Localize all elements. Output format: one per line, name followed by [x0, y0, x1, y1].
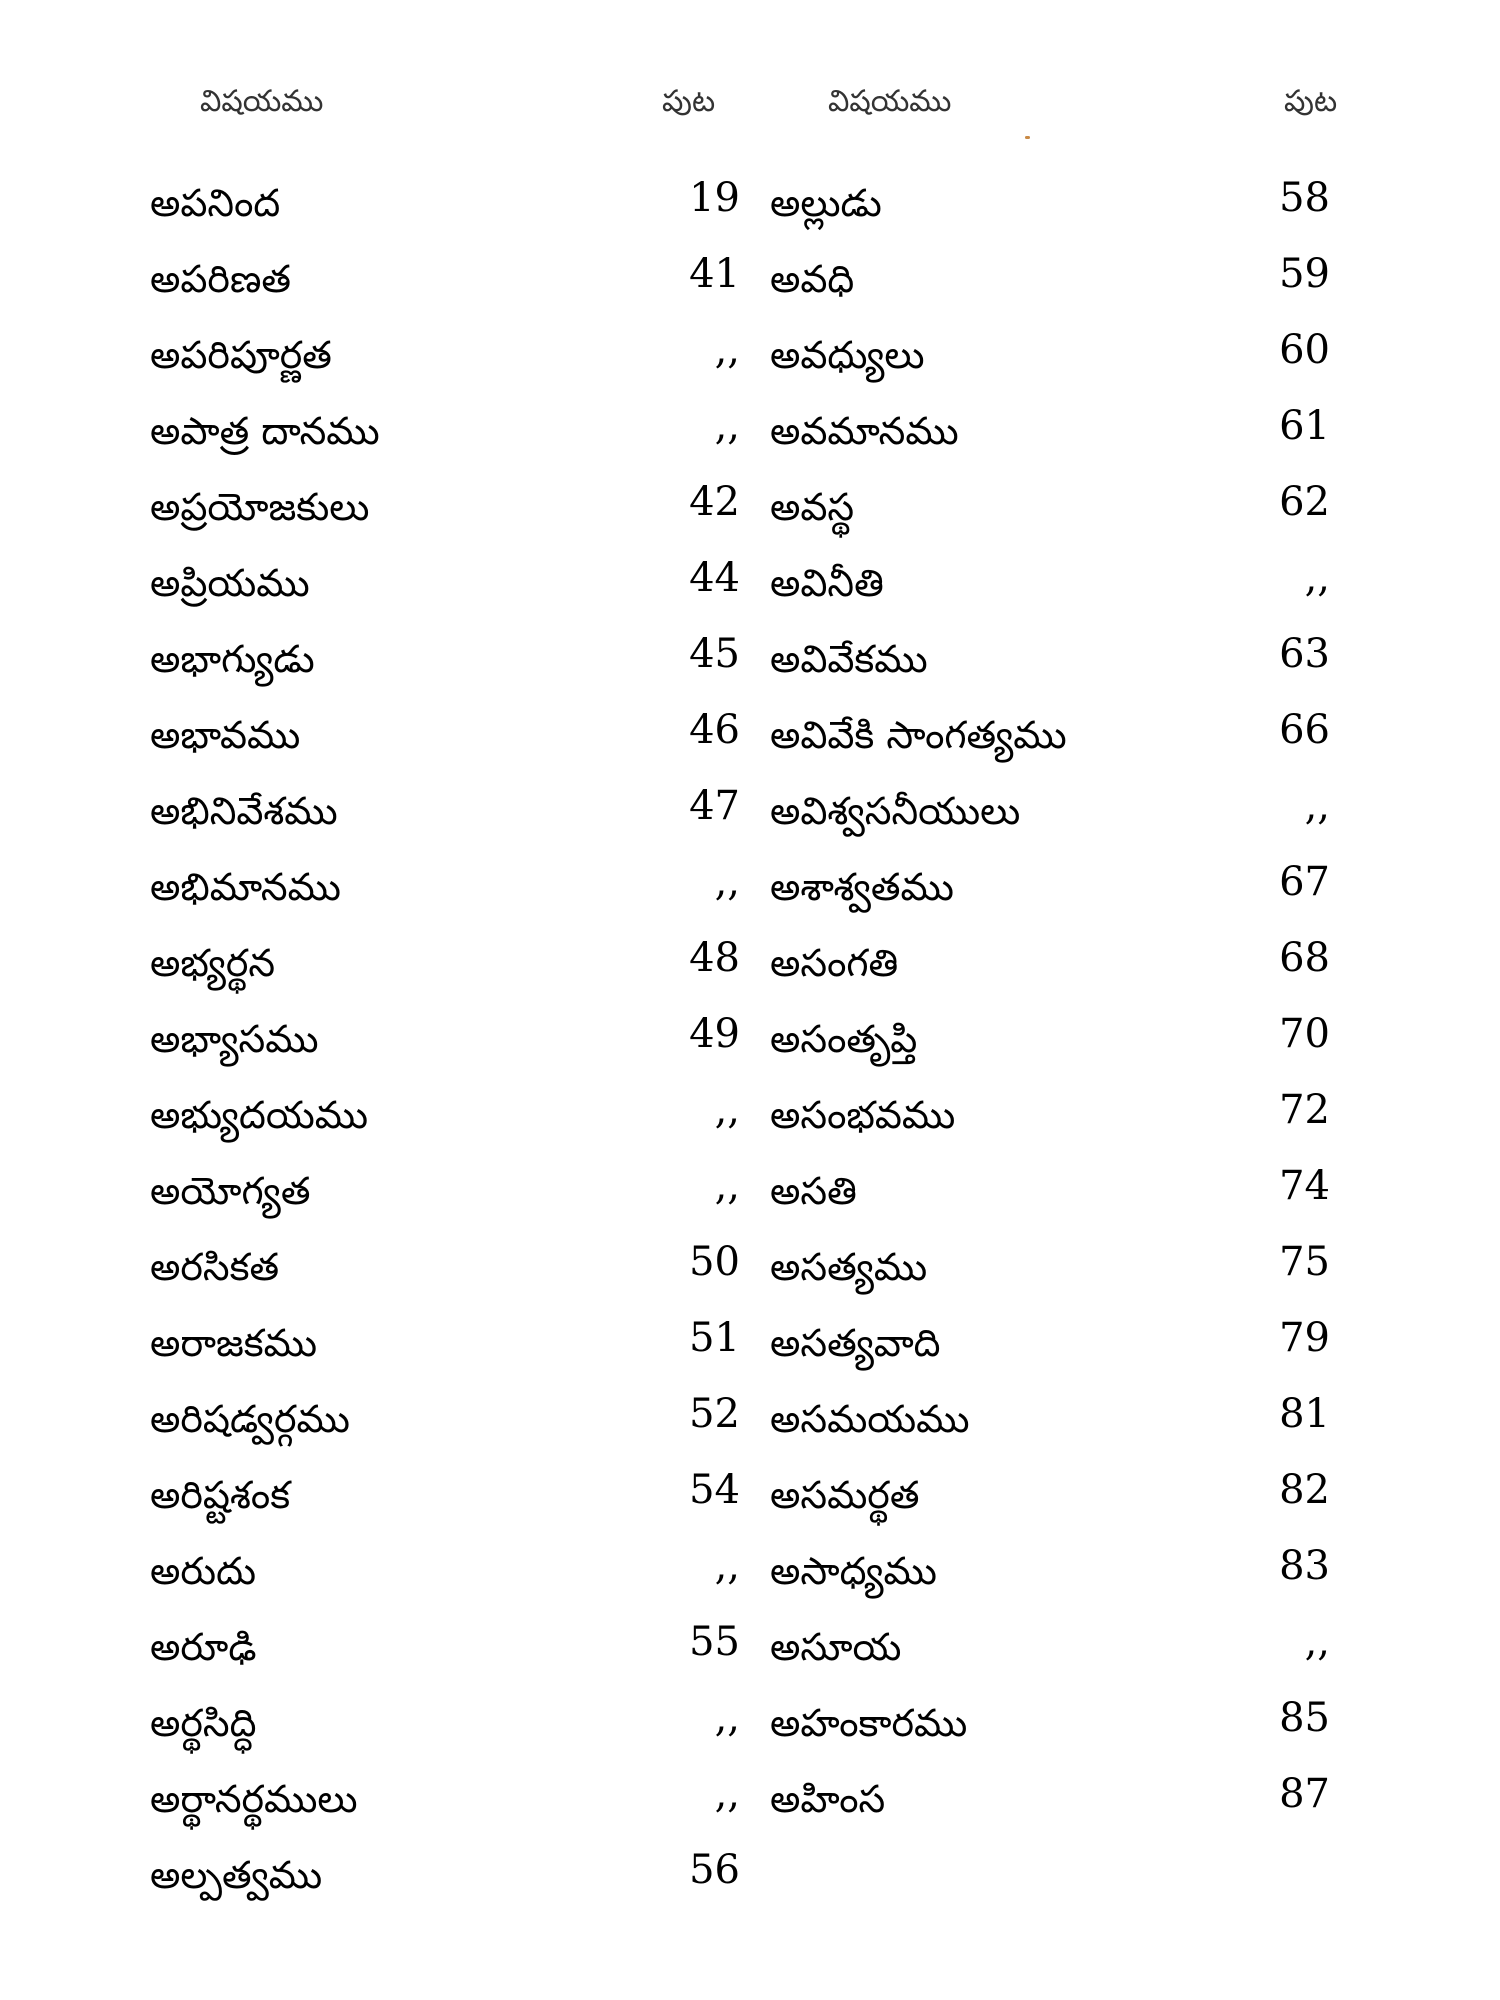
- index-entry: [150, 1467, 760, 1543]
- entry-page-number: 52: [689, 1391, 740, 1437]
- entry-page-number: 55: [689, 1619, 740, 1665]
- index-entry: [770, 1163, 1350, 1239]
- index-entry: [770, 479, 1350, 555]
- entry-title: అభ్యుదయము: [150, 1093, 369, 1137]
- entry-title: అల్లుడు: [770, 181, 882, 225]
- entry-page-number: 41: [689, 251, 740, 297]
- entry-title: అవిశ్వసనీయులు: [770, 789, 1021, 833]
- entry-page-number: 47: [689, 783, 740, 829]
- index-entry: [770, 175, 1350, 251]
- index-entry: [150, 479, 760, 555]
- index-entry: [150, 859, 760, 935]
- entry-page-number: 68: [1279, 935, 1330, 981]
- index-entry: [770, 707, 1350, 783]
- entry-page-number: 50: [689, 1239, 740, 1285]
- entry-page-number: ,,: [714, 1695, 740, 1741]
- index-entry: [770, 1315, 1350, 1391]
- index-entry: [770, 1543, 1350, 1619]
- entry-title: అసంభవము: [770, 1093, 956, 1137]
- entry-title: అపరిణత: [150, 257, 291, 301]
- entry-page-number: ,,: [714, 859, 740, 905]
- entry-title: అవమానము: [770, 409, 959, 453]
- entry-page-number: 59: [1279, 251, 1330, 297]
- entry-title: అవినీతి: [770, 561, 884, 605]
- index-entry: [150, 175, 760, 251]
- index-entry: [150, 1087, 760, 1163]
- index-entry: [770, 935, 1350, 1011]
- entry-title: అపరిపూర్ణత: [150, 333, 332, 377]
- entry-page-number: ,,: [714, 327, 740, 373]
- entry-page-number: ,,: [1304, 555, 1330, 601]
- entry-title: అసాధ్యము: [770, 1549, 937, 1593]
- index-entry: [770, 1391, 1350, 1467]
- index-entry: [770, 783, 1350, 859]
- index-entry: [770, 631, 1350, 707]
- index-entry: [150, 783, 760, 859]
- index-entry: [150, 251, 760, 327]
- index-entry: [150, 1847, 760, 1923]
- entry-title: అసమయము: [770, 1397, 970, 1441]
- index-entry: [150, 1543, 760, 1619]
- index-entry: [150, 1011, 760, 1087]
- entry-page-number: 60: [1279, 327, 1330, 373]
- paper-speck: [1025, 136, 1030, 139]
- entry-page-number: 54: [689, 1467, 740, 1513]
- entry-title: అరుదు: [150, 1549, 257, 1593]
- entry-title: అవస్థ: [770, 485, 855, 529]
- entry-page-number: 82: [1279, 1467, 1330, 1513]
- index-entry: [150, 1619, 760, 1695]
- entry-page-number: ,,: [714, 1163, 740, 1209]
- entry-page-number: 79: [1279, 1315, 1330, 1361]
- entry-page-number: 42: [689, 479, 740, 525]
- entry-page-number: 66: [1279, 707, 1330, 753]
- index-entry: [770, 403, 1350, 479]
- entry-title: అభ్యాసము: [150, 1017, 319, 1061]
- entry-page-number: 81: [1279, 1391, 1330, 1437]
- entry-page-number: 63: [1279, 631, 1330, 677]
- index-entry: [150, 1239, 760, 1315]
- entry-page-number: ,,: [714, 1771, 740, 1817]
- index-entry: [150, 631, 760, 707]
- entry-page-number: 19: [689, 175, 740, 221]
- entry-page-number: 46: [689, 707, 740, 753]
- entry-page-number: 45: [689, 631, 740, 677]
- entry-title: అర్థసిద్ధి: [150, 1701, 257, 1745]
- entry-title: అభ్యర్థన: [150, 941, 276, 985]
- entry-title: అరిష్టశంక: [150, 1473, 291, 1517]
- entry-page-number: ,,: [714, 1543, 740, 1589]
- entry-title: అవివేకము: [770, 637, 928, 681]
- index-entry: [150, 1163, 760, 1239]
- entry-title: అసూయ: [770, 1625, 902, 1669]
- index-entry: [150, 327, 760, 403]
- entry-page-number: ,,: [1304, 1619, 1330, 1665]
- entry-page-number: 62: [1279, 479, 1330, 525]
- index-entry: [150, 1391, 760, 1467]
- left-column-title-label: విషయము: [200, 84, 324, 119]
- entry-page-number: 56: [689, 1847, 740, 1893]
- entry-title: అల్పత్వము: [150, 1853, 323, 1897]
- entry-title: అవధి: [770, 257, 855, 301]
- entry-page-number: ,,: [1304, 783, 1330, 829]
- index-entry: [770, 859, 1350, 935]
- right-column-page-label: పుట: [1284, 84, 1338, 119]
- entry-page-number: 85: [1279, 1695, 1330, 1741]
- entry-title: అభినివేశము: [150, 789, 338, 833]
- index-entry: [770, 1467, 1350, 1543]
- entry-title: అయోగ్యత: [150, 1169, 311, 1213]
- left-column-page-label: పుట: [662, 84, 716, 119]
- index-entry: [150, 1771, 760, 1847]
- entry-page-number: 75: [1279, 1239, 1330, 1285]
- entry-page-number: 51: [689, 1315, 740, 1361]
- entry-page-number: 58: [1279, 175, 1330, 221]
- entry-page-number: 74: [1279, 1163, 1330, 1209]
- entry-title: అవివేకి సాంగత్యము: [770, 713, 1067, 757]
- index-entry: [770, 1619, 1350, 1695]
- entry-title: అసత్యవాది: [770, 1321, 941, 1365]
- left-index-list: [150, 175, 760, 1923]
- index-entry: [150, 1315, 760, 1391]
- entry-page-number: 70: [1279, 1011, 1330, 1057]
- entry-title: అభావము: [150, 713, 301, 757]
- entry-page-number: 87: [1279, 1771, 1330, 1817]
- entry-title: అసమర్థత: [770, 1473, 920, 1517]
- entry-title: అప్రయోజకులు: [150, 485, 370, 529]
- entry-title: అపనింద: [150, 181, 281, 225]
- entry-page-number: ,,: [714, 403, 740, 449]
- index-entry: [150, 935, 760, 1011]
- index-entry: [770, 327, 1350, 403]
- entry-title: అరిషడ్వర్గము: [150, 1397, 350, 1441]
- entry-title: అసంగతి: [770, 941, 899, 985]
- right-index-list: [770, 175, 1350, 1847]
- index-entry: [150, 403, 760, 479]
- entry-title: అపాత్ర దానము: [150, 409, 380, 453]
- entry-page-number: 83: [1279, 1543, 1330, 1589]
- entry-title: అప్రియము: [150, 561, 310, 605]
- entry-page-number: 61: [1279, 403, 1330, 449]
- entry-page-number: 49: [689, 1011, 740, 1057]
- entry-title: అరూఢి: [150, 1625, 257, 1669]
- right-column-title-label: విషయము: [828, 84, 952, 119]
- entry-page-number: ,,: [714, 1087, 740, 1133]
- index-entry: [770, 1087, 1350, 1163]
- entry-title: అరసికత: [150, 1245, 280, 1289]
- entry-title: అసంతృప్తి: [770, 1017, 918, 1061]
- entry-page-number: 67: [1279, 859, 1330, 905]
- entry-title: అరాజకము: [150, 1321, 317, 1365]
- entry-title: అభాగ్యుడు: [150, 637, 315, 681]
- entry-page-number: 48: [689, 935, 740, 981]
- index-entry: [150, 555, 760, 631]
- entry-title: అర్థానర్థములు: [150, 1777, 358, 1821]
- entry-title: అహంకారము: [770, 1701, 968, 1745]
- entry-title: అసత్యము: [770, 1245, 928, 1289]
- index-entry: [770, 251, 1350, 327]
- index-entry: [150, 1695, 760, 1771]
- index-entry: [770, 1771, 1350, 1847]
- index-entry: [150, 707, 760, 783]
- index-entry: [770, 1695, 1350, 1771]
- entry-title: అవధ్యులు: [770, 333, 925, 377]
- entry-title: అహింస: [770, 1777, 886, 1821]
- entry-page-number: 72: [1279, 1087, 1330, 1133]
- entry-page-number: 44: [689, 555, 740, 601]
- index-entry: [770, 1011, 1350, 1087]
- index-entry: [770, 1239, 1350, 1315]
- index-entry: [770, 555, 1350, 631]
- entry-title: అభిమానము: [150, 865, 341, 909]
- entry-title: అసతి: [770, 1169, 857, 1213]
- entry-title: అశాశ్వతము: [770, 865, 954, 909]
